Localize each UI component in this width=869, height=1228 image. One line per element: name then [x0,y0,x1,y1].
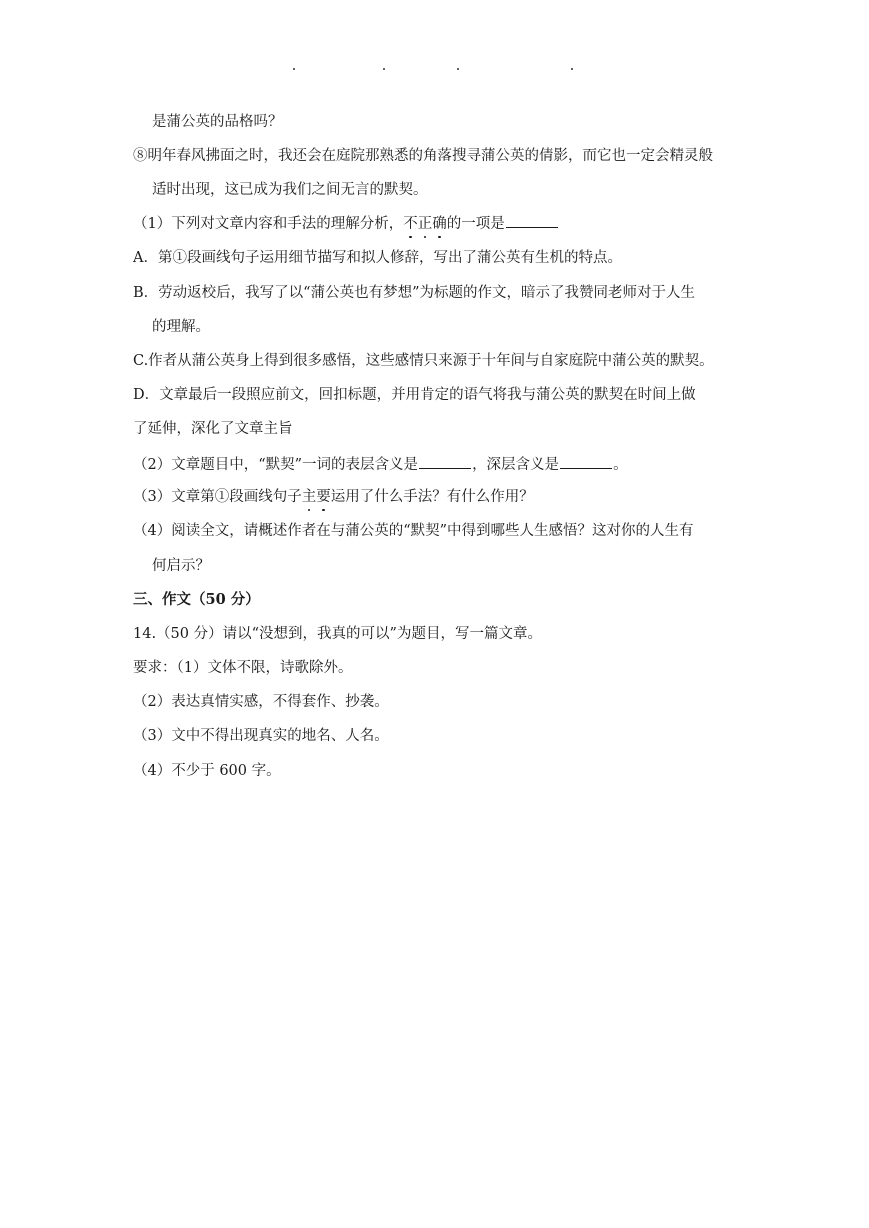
essay-requirement: （3）文中不得出现真实的地名、人名。 [133,728,389,744]
question-4-continued: 何启示？ [152,558,210,574]
answer-blank[interactable] [419,454,471,469]
question-1 [133,213,559,234]
question-2-part2: ，深层含义是 [472,457,560,473]
essay-prompt: 14.（50 分）请以“没想到，我真的可以”为题目，写一篇文章。 [133,626,542,642]
header-dot [383,68,385,70]
header-dot [571,68,573,70]
option-d-continued: 了延伸，深化了文章主旨 [133,421,293,437]
emphasis-char: 主 [301,489,317,505]
question-3 [133,487,534,507]
emphasis-char: 确 [432,216,447,232]
emphasis-char: 正 [417,216,433,232]
question-1-prefix: （1）下列对文章内容和手法的理解分析， [133,216,404,232]
question-2-part3: 。 [613,457,628,473]
header-dot [457,68,459,70]
answer-blank[interactable] [560,454,612,469]
option-d: D．文章最后一段照应前文，回扣标题，并用肯定的语气将我与蒲公英的默契在时间上做 [133,387,696,403]
question-4: （4）阅读全文，请概述作者在与蒲公英的“默契”中得到哪些人生感悟？这对你的人生有 [133,523,694,539]
essay-requirement: （4）不少于 600 字。 [133,763,281,779]
essay-requirement: 要求：（1）文体不限，诗歌除外。 [133,660,353,676]
option-a: A．第①段画线句子运用细节描写和拟人修辞，写出了蒲公英有生机的特点。 [133,250,622,266]
question-3-part1: （3）文章第①段画线句子 [133,489,302,505]
essay-requirement: （2）表达真情实感，不得套作、抄袭。 [133,694,389,710]
answer-blank[interactable] [506,213,558,228]
question-2-part1: （2）文章题目中，“默契”一词的表层含义是 [133,457,419,473]
question-1-suffix: 的一项是 [446,216,505,232]
option-b-continued: 的理解。 [152,319,210,335]
passage-line: 适时出现，这已成为我们之间无言的默契。 [152,182,428,198]
option-c: C.作者从蒲公英身上得到很多感悟，这些感情只来源于十年间与自家庭院中蒲公英的默契。 [133,353,714,369]
passage-line: 是蒲公英的品格吗？ [152,114,283,130]
option-b: B．劳动返校后，我写了以“蒲公英也有梦想”为标题的作文，暗示了我赞同老师对于人生 [133,285,695,301]
question-2 [133,454,628,475]
emphasis-char: 不 [403,216,418,232]
header-dot [293,68,295,70]
question-3-part2: 运用了什么手法？有什么作用？ [330,489,534,505]
emphasis-char: 要 [316,489,331,505]
section-heading: 三、作文（50 分） [133,591,260,608]
passage-paragraph-8: ⑧明年春风拂面之时，我还会在庭院那熟悉的角落搜寻蒲公英的倩影，而它也一定会精灵般 [133,148,713,164]
header-dots [0,68,869,78]
